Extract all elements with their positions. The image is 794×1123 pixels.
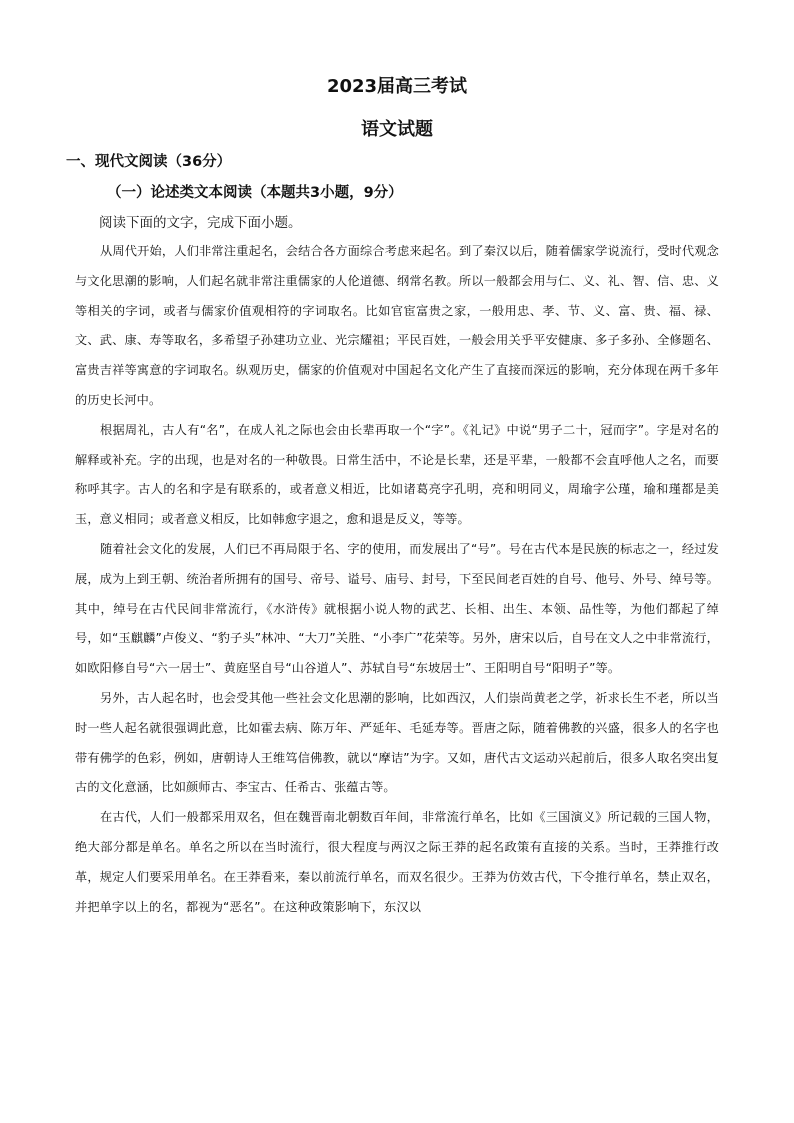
subsection-heading: （一）论述类文本阅读（本题共3小题，9分） [107,185,403,201]
passage-paragraph: 根据周礼，古人有“名”，在成人礼之际也会由长辈再取一个“字”。《礼记》中说“男子二十，冠而字”。字是对名的解释或补充。字的出现，也是对名的一种敬畏。日常生活中，不论是长辈，还是平辈，一般都不会直呼他人之名，而要称呼其字。古人的名和字是有联系的，或者意义相近，比如诸葛亮字孔明，亮和明同义，周瑜字公瑾，瑜和瑾都是美玉，意义相同；或者意义相反，比如韩愈字退之，愈和退是反义，等等。 [75,422,719,527]
passage-paragraph: 从周代开始，人们非常注重起名，会结合各方面综合考虑来起名。到了秦汉以后，随着儒家学说流行，受时代观念与文化思潮的影响，人们起名就非常注重儒家的人伦道德、纲常名教。所以一般都会用与仁、义、礼、智、信、忠、义等相关的字词，或者与儒家价值观相符的字词取名。比如官宦富贵之家，一般用忠、孝、节、义、富、贵、福、禄、文、武、康、寿等取名，多希望子孙建功立业、光宗耀祖；平民百姓，一般会用关乎平安健康、多子多孙、全修题名、富贵吉祥等寓意的字词取名。纵观历史，儒家的价值观对中国起名文化产生了直接而深远的影响，充分体现在两千多年的历史长河中。 [75,244,719,407]
passage-paragraph: 另外，古人起名时，也会受其他一些社会文化思潮的影响，比如西汉，人们崇尚黄老之学，祈求长生不老，所以当时一些人起名就很强调此意，比如霍去病、陈万年、严延年、毛延寿等。晋唐之际，随着佛教的兴盛，很多人的名字也带有佛学的色彩，例如，唐朝诗人王维笃信佛教，就以“摩诘”为字。又如，唐代古文运动兴起前后，很多人取名突出复古的文化意涵，比如颜师古、李宝古、任希古、张蕴古等。 [75,690,719,795]
passage-paragraph: 在古代，人们一般都采用双名，但在魏晋南北朝数百年间，非常流行单名，比如《三国演义》所记载的三国人物，绝大部分都是单名。单名之所以在当时流行，很大程度与两汉之际王莽的起名政策有直接的关系。当时，王莽推行改革，规定人们要采用单名。在王莽看来，秦以前流行单名，而双名很少。王莽为仿效古代，下令推行单名，禁止双名，并把单字以上的名，都视为“恶名”。在这种政策影响下，东汉以 [75,810,719,914]
reading-instruction: 阅读下面的文字，完成下面小题。 [99,215,302,231]
passage-paragraph: 随着社会文化的发展，人们已不再局限于名、字的使用，而发展出了“号”。号在古代本是民族的标志之一，经过发展，成为上到王朝、统治者所拥有的国号、帝号、谥号、庙号、封号，下至民间老百姓的自号、他号、外号、绰号等。其中，绰号在古代民间非常流行，《水浒传》就根据小说人物的武艺、长相、出生、本领、品性等，为他们都起了绰号，如“玉麒麟”卢俊义、“豹子头”林冲、“大刀”关胜、“小李广”花荣等。另外，唐宋以后，自号在文人之中非常流行，如欧阳修自号“六一居士”、黄庭坚自号“山谷道人”、苏轼自号“东坡居士”、王阳明自号“阳明子”等。 [75,541,719,676]
exam-subtitle: 语文试题 [361,119,433,140]
passage-body [75,237,719,922]
section-heading: 一、现代文阅读（36分） [66,154,232,170]
exam-title: 2023届高三考试 [326,76,468,97]
